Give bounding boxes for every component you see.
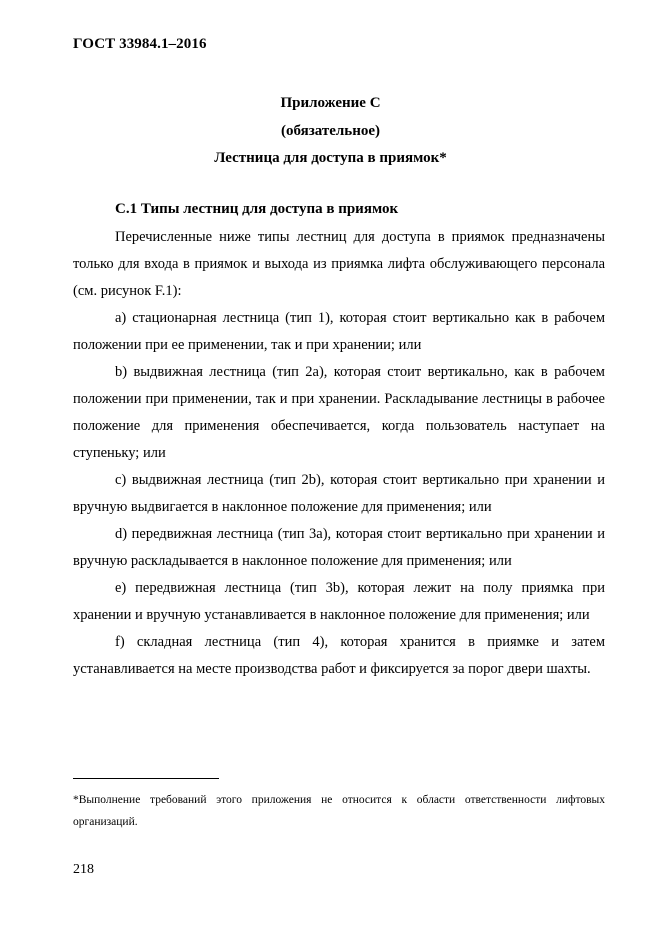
appendix-title: Приложение С: [280, 95, 381, 111]
intro-paragraph: Перечисленные ниже типы лестниц для доступа в приямок предназначены только для входа в приямок и выхода из приямка лифта обслуживающего персонала (см. рисунок F.1):: [73, 229, 605, 299]
list-item-a: а) стационарная лестница (тип 1), которая стоит вертикально как в рабочем положении при ее применении, так и при хранении; или: [73, 310, 605, 353]
list-item-b: b) выдвижная лестница (тип 2а), которая стоит вертикально, как в рабочем положении при применении, так и при хранении. Раскладывание лестницы в рабочее положение для применения обеспечивается, когда пользователь наступает на ступеньку; или: [73, 364, 605, 461]
appendix-subject: Лестница для доступа в приямок*: [214, 150, 447, 166]
appendix-status: (обязательное): [280, 123, 381, 139]
list-item-f: f) складная лестница (тип 4), которая хранится в приямке и затем устанавливается на месте производства работ и фиксируется за порог двери шахты.: [73, 634, 605, 677]
footnote-divider: [73, 778, 219, 779]
section-body: [73, 224, 605, 683]
document-code: ГОСТ 33984.1–2016: [73, 36, 207, 52]
page-number: 218: [73, 862, 94, 877]
list-item-c: с) выдвижная лестница (тип 2b), которая стоит вертикально при хранении и вручную выдвигается в наклонное положение для применения; или: [73, 472, 605, 515]
list-item-e: е) передвижная лестница (тип 3b), которая лежит на полу приямка при хранении и вручную устанавливается в наклонное положение для применения; или: [73, 580, 605, 623]
list-item-d: d) передвижная лестница (тип 3а), которая стоит вертикально при хранении и вручную раскладывается в наклонное положение для применения; или: [73, 526, 605, 569]
footnote-text: *Выполнение требований этого приложения не относится к области ответственности лифтовых организаций.: [73, 794, 605, 828]
section-heading: С.1 Типы лестниц для доступа в приямок: [115, 201, 399, 217]
